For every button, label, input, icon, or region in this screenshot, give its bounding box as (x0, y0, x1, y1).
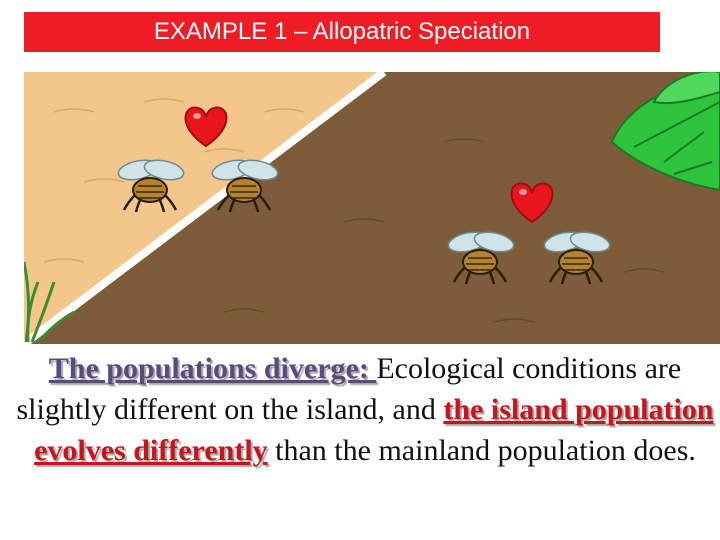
caption-highlight: the island population evolves differently (34, 393, 714, 467)
slide-title-bar (24, 12, 660, 52)
caption-heading: The populations diverge: (48, 352, 377, 385)
caption-text-1: Ecological conditions are slightly different on the island, and (16, 352, 682, 426)
speciation-illustration (24, 72, 720, 344)
slide-title: EXAMPLE 1 – Allopatric Speciation (153, 18, 531, 45)
caption-text-2: than the mainland population does. (267, 434, 696, 467)
slide-caption (10, 348, 720, 471)
